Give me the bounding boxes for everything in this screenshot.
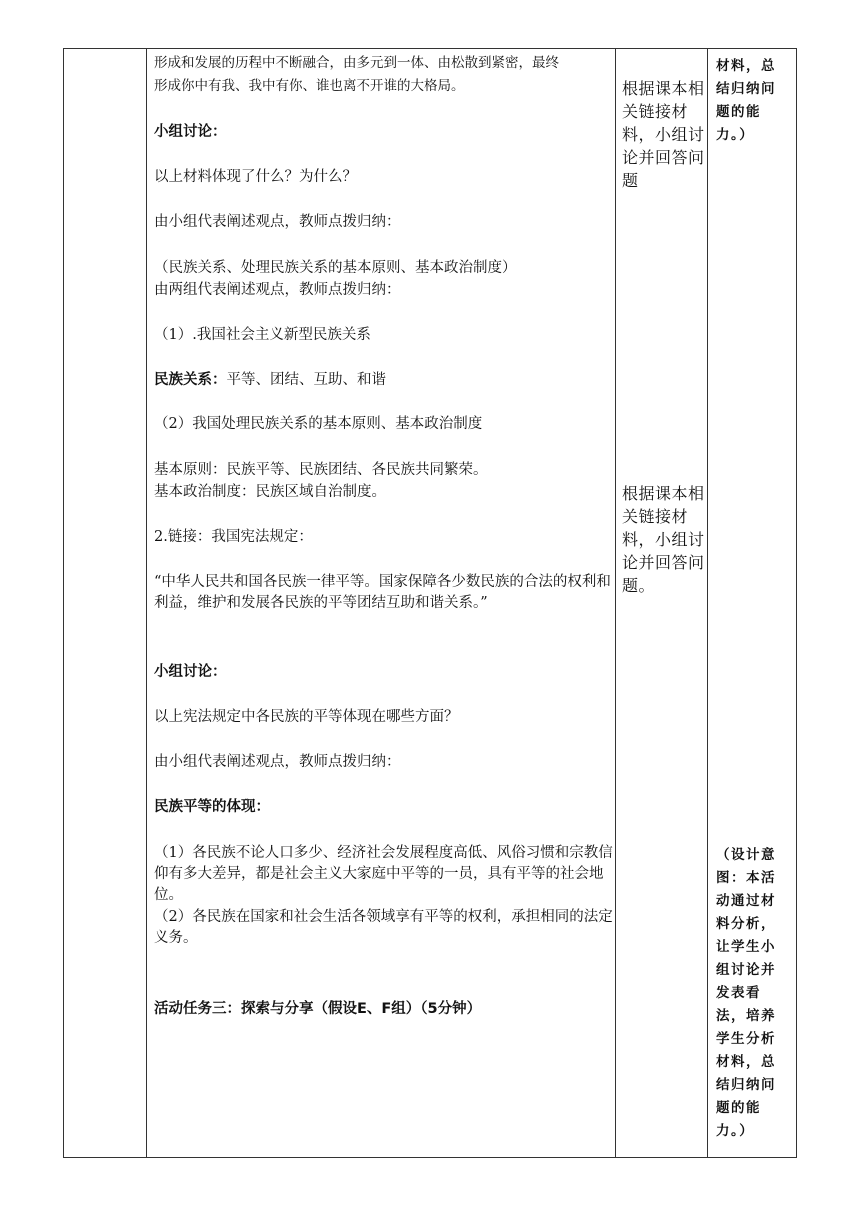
basic-political-system: 基本政治制度：民族区域自治制度。 [154, 484, 386, 500]
topics-note: （民族关系、处理民族关系的基本原则、基本政治制度） [154, 260, 517, 276]
point-title: （2）我国处理民族关系的基本原则、基本政治制度 [154, 416, 483, 432]
student-activity-note: 根据课本相关链接材料，小组讨论并回答问题。 [622, 484, 705, 595]
teacher-summary-note: 由两组代表阐述观点，教师点拨归纳： [154, 282, 401, 298]
equality-heading: 民族平等的体现： [154, 799, 270, 815]
link-title: 2.链接：我国宪法规定： [154, 529, 313, 545]
intro-line: 形成和发展的历程中不断融合，由多元到一体、由松散到紧密，最终 [154, 55, 559, 71]
discussion-question: 以上宪法规定中各民族的平等体现在哪些方面？ [154, 709, 459, 725]
ethnic-relations-line [154, 370, 386, 391]
intro-line: 形成你中有我、我中有你、谁也离不开谁的大格局。 [154, 78, 465, 94]
equality-item: （1）各民族不论人口多少、经济社会发展程度高低、风俗习惯和宗教信仰有多大差异，都是社会主义大家庭中平等的一员，具有平等的社会地位。 [154, 845, 613, 903]
teacher-summary-note: 由小组代表阐述观点，教师点拨归纳： [154, 214, 401, 230]
ethnic-relations-value: 平等、团结、互助、和谐 [226, 372, 386, 388]
teacher-summary-note: 由小组代表阐述观点，教师点拨归纳： [154, 754, 401, 770]
basic-principle: 基本原则：民族平等、民族团结、各民族共同繁荣。 [154, 462, 488, 478]
discussion-question: 以上材料体现了什么？为什么？ [154, 169, 357, 185]
point-title: （1）.我国社会主义新型民族关系 [154, 327, 371, 343]
column-divider [707, 49, 708, 1157]
group-discussion-heading: 小组讨论： [154, 664, 227, 680]
student-activity-note: 根据课本相关链接材料，小组讨论并回答问题 [622, 79, 705, 190]
lesson-plan-table [63, 48, 797, 1158]
constitution-quote: “中华人民共和国各民族一律平等。国家保障各少数民族的合法的权利和利益，维护和发展各民族的平等团结互助和谐关系。” [154, 574, 611, 611]
design-intent-note: （设计意图：本活动通过材料分析，让学生小组讨论并发表看法，培养学生分析材料，总结归纳问题的能力。） [716, 847, 776, 1139]
equality-item: （2）各民族在国家和社会生活各领域享有平等的权利，承担相同的法定义务。 [154, 909, 613, 946]
group-discussion-heading: 小组讨论： [154, 124, 227, 140]
column-divider [146, 49, 147, 1157]
ethnic-relations-label: 民族关系： [154, 372, 227, 388]
design-intent-note: 材料，总结归纳问题的能力。） [716, 58, 776, 143]
activity-task-heading: 活动任务三：探索与分享（假设E、F组）（5分钟） [154, 1001, 482, 1017]
